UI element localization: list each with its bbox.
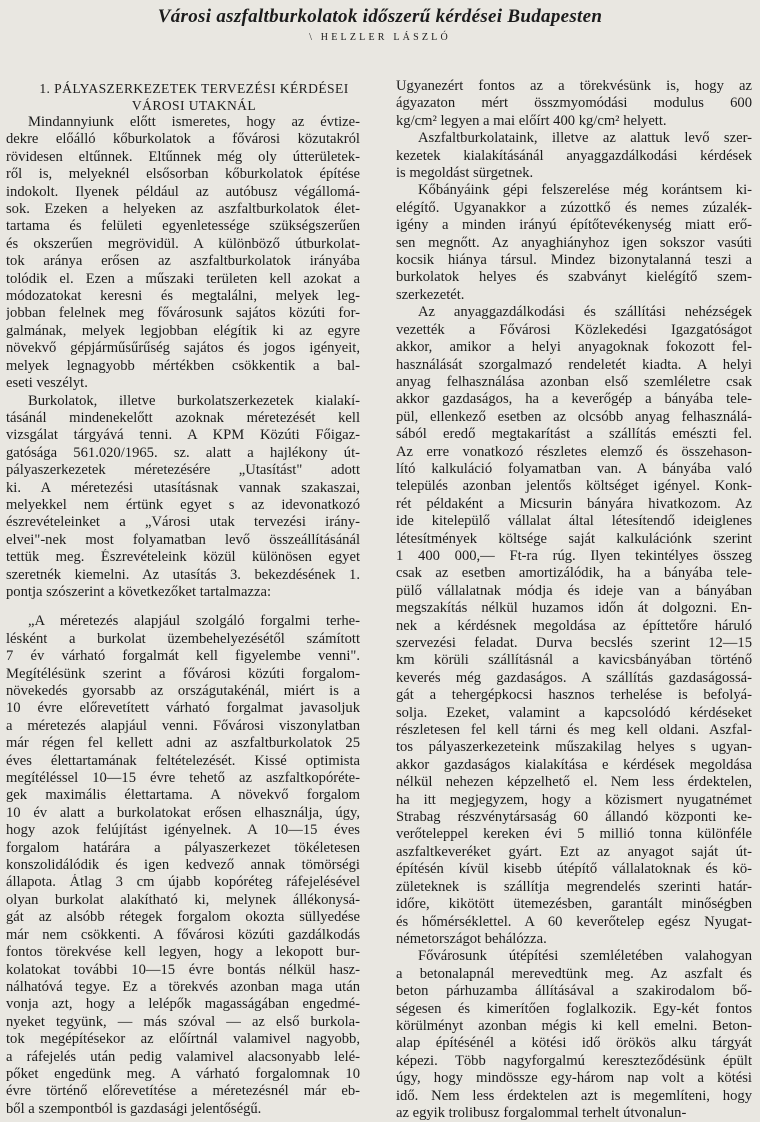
text-line: eseti veszélyt. — [6, 375, 88, 392]
text-line: sából eredő megtakarítást a szállítás emészti fel. — [396, 426, 752, 443]
text-line: tok aránya erősen az aszfaltburkolatok irányába — [6, 253, 360, 270]
text-line: hogy azok felújítást igényelnek. A 10—15 éves — [6, 822, 360, 839]
text-line: Az anyaggazdálkodási és szállítási nehézségek — [418, 304, 752, 321]
text-line: állapota. Átlag 3 cm újabb kopóréteg ráfejelésével — [6, 874, 360, 891]
text-line: indokolt. Ilyenek például az autóbusz végállomá- — [6, 183, 360, 200]
text-line: idő. Nem less érdektelen azt is megemlíteni, hogy — [396, 1087, 752, 1104]
text-line: elvei"-nek most folyamatban levő összeállításánál — [6, 531, 360, 548]
text-line: nélkül nehezen képzelhető el. Nem less érdektelen, — [396, 774, 752, 791]
text-line: Aszfaltburkolataink, illetve az alattuk levő szer- — [418, 130, 752, 147]
text-line: Mindannyiunk előtt ismeretes, hogy az évtize- — [28, 114, 360, 130]
text-line: időre, kikötött ütemezésben, garantált minőségben — [396, 896, 752, 913]
text-line: Strabag részvénytársaság 60 állandó központi ke- — [396, 809, 752, 826]
section-heading-line-2: VÁROSI UTAKNÁL — [131, 98, 257, 113]
text-line: keverés még gazdaságos. A szállítás gazdaságossá- — [396, 669, 752, 686]
text-line: Az erre vonatkozó részletes elemző és összehason- — [396, 443, 752, 460]
paragraph — [396, 182, 752, 304]
text-line: 10 év alatt a burkolatokat erősen elhasználja, úgy, — [6, 804, 360, 821]
text-line: elégítő. Ugyanakkor a zúzottkő és nemes zúzalék- — [396, 199, 752, 216]
text-line: már régen fel kellett adni az aszfaltburkolatok 25 — [6, 735, 360, 752]
text-line: szerkezetét. — [396, 286, 465, 303]
text-line: ide kitelepülő vállalat által létesítendő ideiglenes — [396, 513, 752, 530]
text-line: szeretnék kiemelni. Az utasítás 3. bekezdésének 1. — [6, 566, 360, 583]
text-line: gát a tehergépkocsi hasznos terhelése is befolyá- — [396, 687, 752, 704]
paragraph — [396, 948, 752, 1122]
text-line: Ugyanezért fontos az a törekvésünk is, hogy az — [396, 78, 752, 94]
paragraph — [6, 613, 360, 1118]
text-line: akkor, amikor a helyi anyagoknak fokozott fel- — [396, 339, 752, 356]
text-line: ségesen és kimerítően foglalkozik. Egy-két fontos — [396, 1000, 752, 1017]
text-line: nálhatóvá tegye. Ez a törekvés azonban maga után — [6, 978, 360, 995]
text-line: ha itt megjegyzem, hogy a közismert nyugatnémet — [396, 791, 752, 808]
text-line: 10 évre előrevetített várható forgalmat javasoljuk — [6, 700, 360, 717]
text-line: az egyik trolibusz forgalommal terhelt útvonalun- — [396, 1104, 687, 1121]
section-heading-line-1: 1. PÁLYASZERKEZETEK TERVEZÉSI KÉRDÉSEI — [39, 81, 349, 96]
text-line: település azonban jelentős költséget igényel. Konk- — [396, 478, 752, 495]
text-line: a méretezés alapjául venni. Fővárosi viszonylatban — [6, 717, 360, 734]
article-title: Városi aszfaltburkolatok időszerű kérdései Budapesten — [157, 6, 603, 27]
text-line: olyan burkolat alakítható ki, melynek állékonysá- — [6, 891, 360, 908]
text-line: úgy, hogy mindössze egy-három nap volt a kötési — [396, 1070, 752, 1087]
text-line: és okszerűen megrövidül. A különböző útburkolat- — [6, 235, 360, 252]
text-line: galmának, melyek legjobban elégítik ki az egyre — [6, 322, 360, 339]
text-line: kezetek kialakításánál anyaggazdálkodási kérdések — [396, 147, 752, 164]
text-line: pül, ellenkező esetben az olcsóbb anyag felhasználá- — [396, 408, 752, 425]
text-line: nek a kérdésnek megoldása az építtetőre háruló — [396, 617, 752, 634]
text-line: módozatokat keresni és megtalálni, melyek leg- — [6, 288, 360, 305]
paragraph — [6, 393, 360, 602]
text-line: igény a minden irányú építőtevékenység miatt erő- — [396, 217, 752, 234]
text-line: akkor gazdaságos, ha a keverőgép a bányába tele- — [396, 391, 752, 408]
text-line: zületeknek is szállítja megrendelés szerinti határ- — [396, 878, 752, 895]
text-line: pontja szószerint a következőket tartalmazza: — [6, 583, 271, 600]
paragraph — [396, 78, 752, 130]
text-line: fontos törekvése kell legyen, hogy a lekopott bur- — [6, 944, 360, 961]
text-line: szervezési feladat. Durva becslés szerint 12—15 — [396, 635, 752, 651]
text-line: már nem csökkenti. A fővárosi közúti gazdálkodás — [6, 926, 360, 943]
text-line: akkor gazdaságos kialakítása e kérdések megoldása — [396, 756, 752, 773]
text-line: aszfaltkeveréket gyárt. Ezt az anyagot saját út- — [396, 843, 752, 860]
text-line: Kőbányáink gépi felszerelése még korántsem ki- — [418, 182, 752, 199]
text-line: tok megépítésekor az előírtnál valamivel nagyobb, — [6, 1031, 360, 1048]
text-line: évre történő előrevetítése a méretezésnél már eb- — [6, 1083, 360, 1100]
text-line: alap építésénél a kötési idő örökös alku tárgyát — [396, 1035, 752, 1052]
article-byline: \ HELZLER LÁSZLÓ — [309, 32, 451, 43]
text-line: forgalom határára a pályaszerkezet tökéletesen — [6, 839, 360, 856]
text-line: rét példaként a Micsurin bányára hivatkozom. Az — [396, 495, 752, 512]
text-line: vezették a Fővárosi Közlekedési Igazgatóságot — [396, 321, 752, 338]
text-line: melyek legnagyobb mértékben csökkentik a bal- — [6, 357, 360, 374]
text-line: Burkolatok, illetve burkolatszerkezetek kialakí- — [28, 392, 360, 409]
text-line: melyekkel nem értünk egyet s az idevonatkozó — [6, 496, 360, 513]
section-heading — [6, 80, 360, 114]
text-line: 7 év várható forgalmát kell figyelembe venni". — [6, 648, 360, 665]
text-line: beton párhuzamba állításával a szakirodalom bő- — [396, 983, 752, 1000]
text-line: megszakítás nélkül huzamos időn át dolgozni. En- — [396, 600, 752, 617]
text-line: ről is, melyeknél elsősorban kőburkolatok építése — [6, 166, 360, 183]
text-line: körülményt azonban mégis ki kell emelni. Beton- — [396, 1017, 752, 1034]
text-line: csak az esetben amortizálódik, ha a bányába tele- — [396, 565, 752, 582]
text-line: lésként a burkolat üzembehelyezésétől számított — [6, 630, 360, 647]
text-line: részletesen fel kell tárni és meg kell oldani. Aszfal- — [396, 722, 752, 739]
text-line: éves élettartamának feltételezését. Kissé optimista — [6, 752, 360, 769]
text-line: kocsik hiánya társul. Mindez bizonytalanná teszi a — [396, 252, 752, 269]
paragraph — [396, 130, 752, 182]
text-line: megítéléssel 10—15 évre tehető az aszfaltkopóréte- — [6, 770, 360, 787]
text-line: solja. Ezeket, valamint a kapcsolódó kérdéseket — [396, 704, 752, 721]
text-line: verőteleppel kereken évi 5 millió tonna különféle — [396, 826, 752, 843]
text-line: Megítélésünk szerint a fővárosi közúti forgalom- — [6, 665, 360, 682]
paragraph — [396, 304, 752, 948]
text-line: pülő vállalatnak módja és ideje van a bányában — [396, 582, 752, 599]
text-line: németországot behálózza. — [396, 930, 547, 947]
text-line: építésén kívül kisebb útépítő vállalatoknak és kö- — [396, 861, 752, 878]
text-line: képezi. Több nagyforgalmú kereszteződésünk épült — [396, 1052, 752, 1069]
left-column — [6, 80, 360, 1118]
text-line: ből a szempontból is gazdasági jelentőségű. — [6, 1100, 262, 1117]
text-line: ágyazaton mért összmyomódási modulus 600 — [396, 95, 752, 112]
text-line: sen megnőtt. Az anyaghiányhoz igen sokszor vasúti — [396, 234, 752, 251]
text-line: a betonalapnál merevedtünk meg. Az aszfalt és — [396, 965, 752, 982]
text-line: dekre előálló kőburkolatok a fővárosi közutakról — [6, 131, 360, 148]
text-line: jobban felelnek meg fővárosunk sajátos közúti for- — [6, 305, 360, 322]
text-line: gát az alsóbb rétegek forgalom okozta süllyedése — [6, 909, 360, 926]
text-line: burkolatok helyes és szabványt kielégítő szem- — [396, 269, 752, 286]
text-line: a ráfejelés után pedig valamivel alacsonyabb lelé- — [6, 1048, 360, 1065]
text-line: km körüli szállításnál a kavicsbányában történő — [396, 652, 752, 669]
text-line: anyag felhasználása azonban első szemléletre csak — [396, 373, 752, 390]
text-line: létesítmények költsége saját kalkulációnk szerint — [396, 530, 752, 547]
text-line: rövidesen eltűnnek. Eltűnnek még oly útterületek- — [6, 148, 360, 165]
right-paragraphs — [396, 78, 752, 1122]
text-line: pályaszerkezetek méretezésére „Utasítást" adott — [6, 462, 360, 479]
text-line: kg/cm² legyen a mai előírt 400 kg/cm² helyett. — [396, 112, 667, 129]
text-line: növekvő gépjárműsűrűség sajátos és jogos igényeit, — [6, 340, 360, 357]
text-line: tettük meg. Észrevételeink közül különösen egyet — [6, 549, 360, 566]
text-line: növekedés gyorsabb az országutakénál, miért is a — [6, 683, 360, 699]
text-line: vonja azt, hogy a lelépők magasságában engedmé- — [6, 996, 360, 1013]
text-line: is megoldást sürgetnek. — [396, 165, 534, 182]
right-column — [396, 78, 752, 1122]
text-line: és hőmérséklettel. A 60 keverőtelep egész Nyugat- — [396, 913, 752, 930]
text-line: észrevételeinket a „Városi utak tervezési irány- — [6, 514, 360, 531]
text-line: lító kalkuláció folyamatban van. A bányába való — [396, 460, 752, 477]
text-line: gatósága 561.020/1965. sz. alatt a hajlékony út- — [6, 444, 360, 461]
text-line: „A méretezés alapjául szolgáló forgalmi terhe- — [28, 613, 360, 630]
text-line: tartama és felületi egyenletessége szükségszerűen — [6, 218, 360, 235]
text-line: tos pályaszerkezeteink műszakilag helyes s ugyan- — [396, 739, 752, 756]
text-line: tásánál mindenekelőtt azoknak méretezését kell — [6, 409, 360, 426]
text-line: vizsgálat tárgyává tenni. A KPM Közúti Főigaz- — [6, 427, 360, 444]
left-paragraphs — [6, 114, 360, 1118]
text-line: kolatokat további 10—15 évre bontás nélkül hasz- — [6, 961, 360, 978]
text-line: pőket engedünk meg. A várható forgalomnak 10 — [6, 1065, 360, 1082]
text-line: tolódik el. Ezen a műszaki területen kell azokat a — [6, 270, 360, 287]
text-line: Fővárosunk útépítési szemléletében valahogyan — [418, 948, 752, 965]
paragraph — [6, 114, 360, 393]
text-line: nyeket tegyünk, — más szóval — az első burkola- — [6, 1013, 360, 1030]
text-line: gek maximális élettartama. A növekvő forgalom — [6, 787, 360, 804]
text-line: konszolidálódik és igen kedvező annak tömörségi — [6, 857, 360, 874]
text-line: sok. Ezeken a helyeken az aszfaltburkolatok élet- — [6, 201, 360, 218]
text-line: 1 400 000,— Ft-ra rúg. Ilyen tekintélyes összeg — [396, 547, 752, 564]
text-line: használását szorgalmazó rendeletét kiadta. A helyi — [396, 356, 752, 373]
text-line: ki. A méretezési utasításnak vannak szakaszai, — [6, 479, 360, 496]
